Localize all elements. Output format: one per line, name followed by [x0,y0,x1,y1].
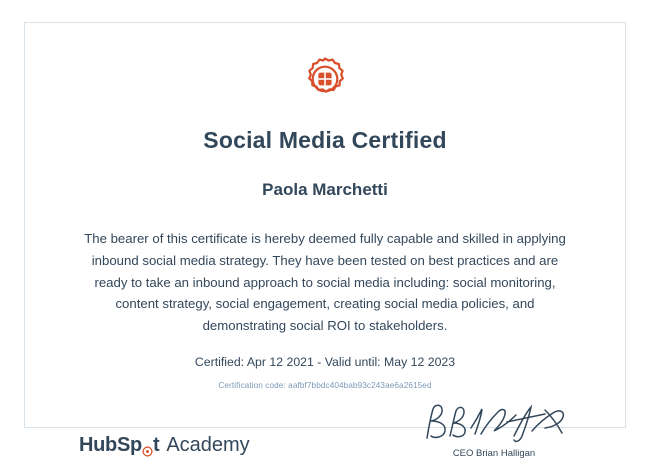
certificate-card [24,22,626,459]
certificate-footer [75,400,575,459]
signature-block [419,400,569,459]
sprocket-icon [142,440,153,451]
handwritten-signature [419,400,569,446]
certificate-validity: Certified: Apr 12 2021 - Valid until: May 12 2023 [194,354,456,369]
hubspot-sprocket-seal-icon [297,55,353,111]
signer-title: CEO Brian Halligan [452,447,536,459]
certificate-body-text: The bearer of this certificate is hereby deemed fully capable and skilled in applying inbound social media strategy. They have been tested on best practices and are ready to take an inbound approach to social media including: social monitoring, content strategy, social engagement, creating social media policies, and demonstrating social ROI to stakeholders. [84,231,566,334]
brand-academy-label: Academy [166,433,250,456]
certificate-content [25,23,625,459]
certification-code: Certification code: aafbf7bbdc404bab93c243ae6a2615ed [218,380,432,390]
brand-name-part-2: t [152,433,160,456]
recipient-name: Paola Marchetti [262,180,388,199]
brand-name-part-1: HubSp [79,433,142,456]
certificate-title: Social Media Certified [203,127,447,153]
hubspot-academy-logo [79,434,250,457]
